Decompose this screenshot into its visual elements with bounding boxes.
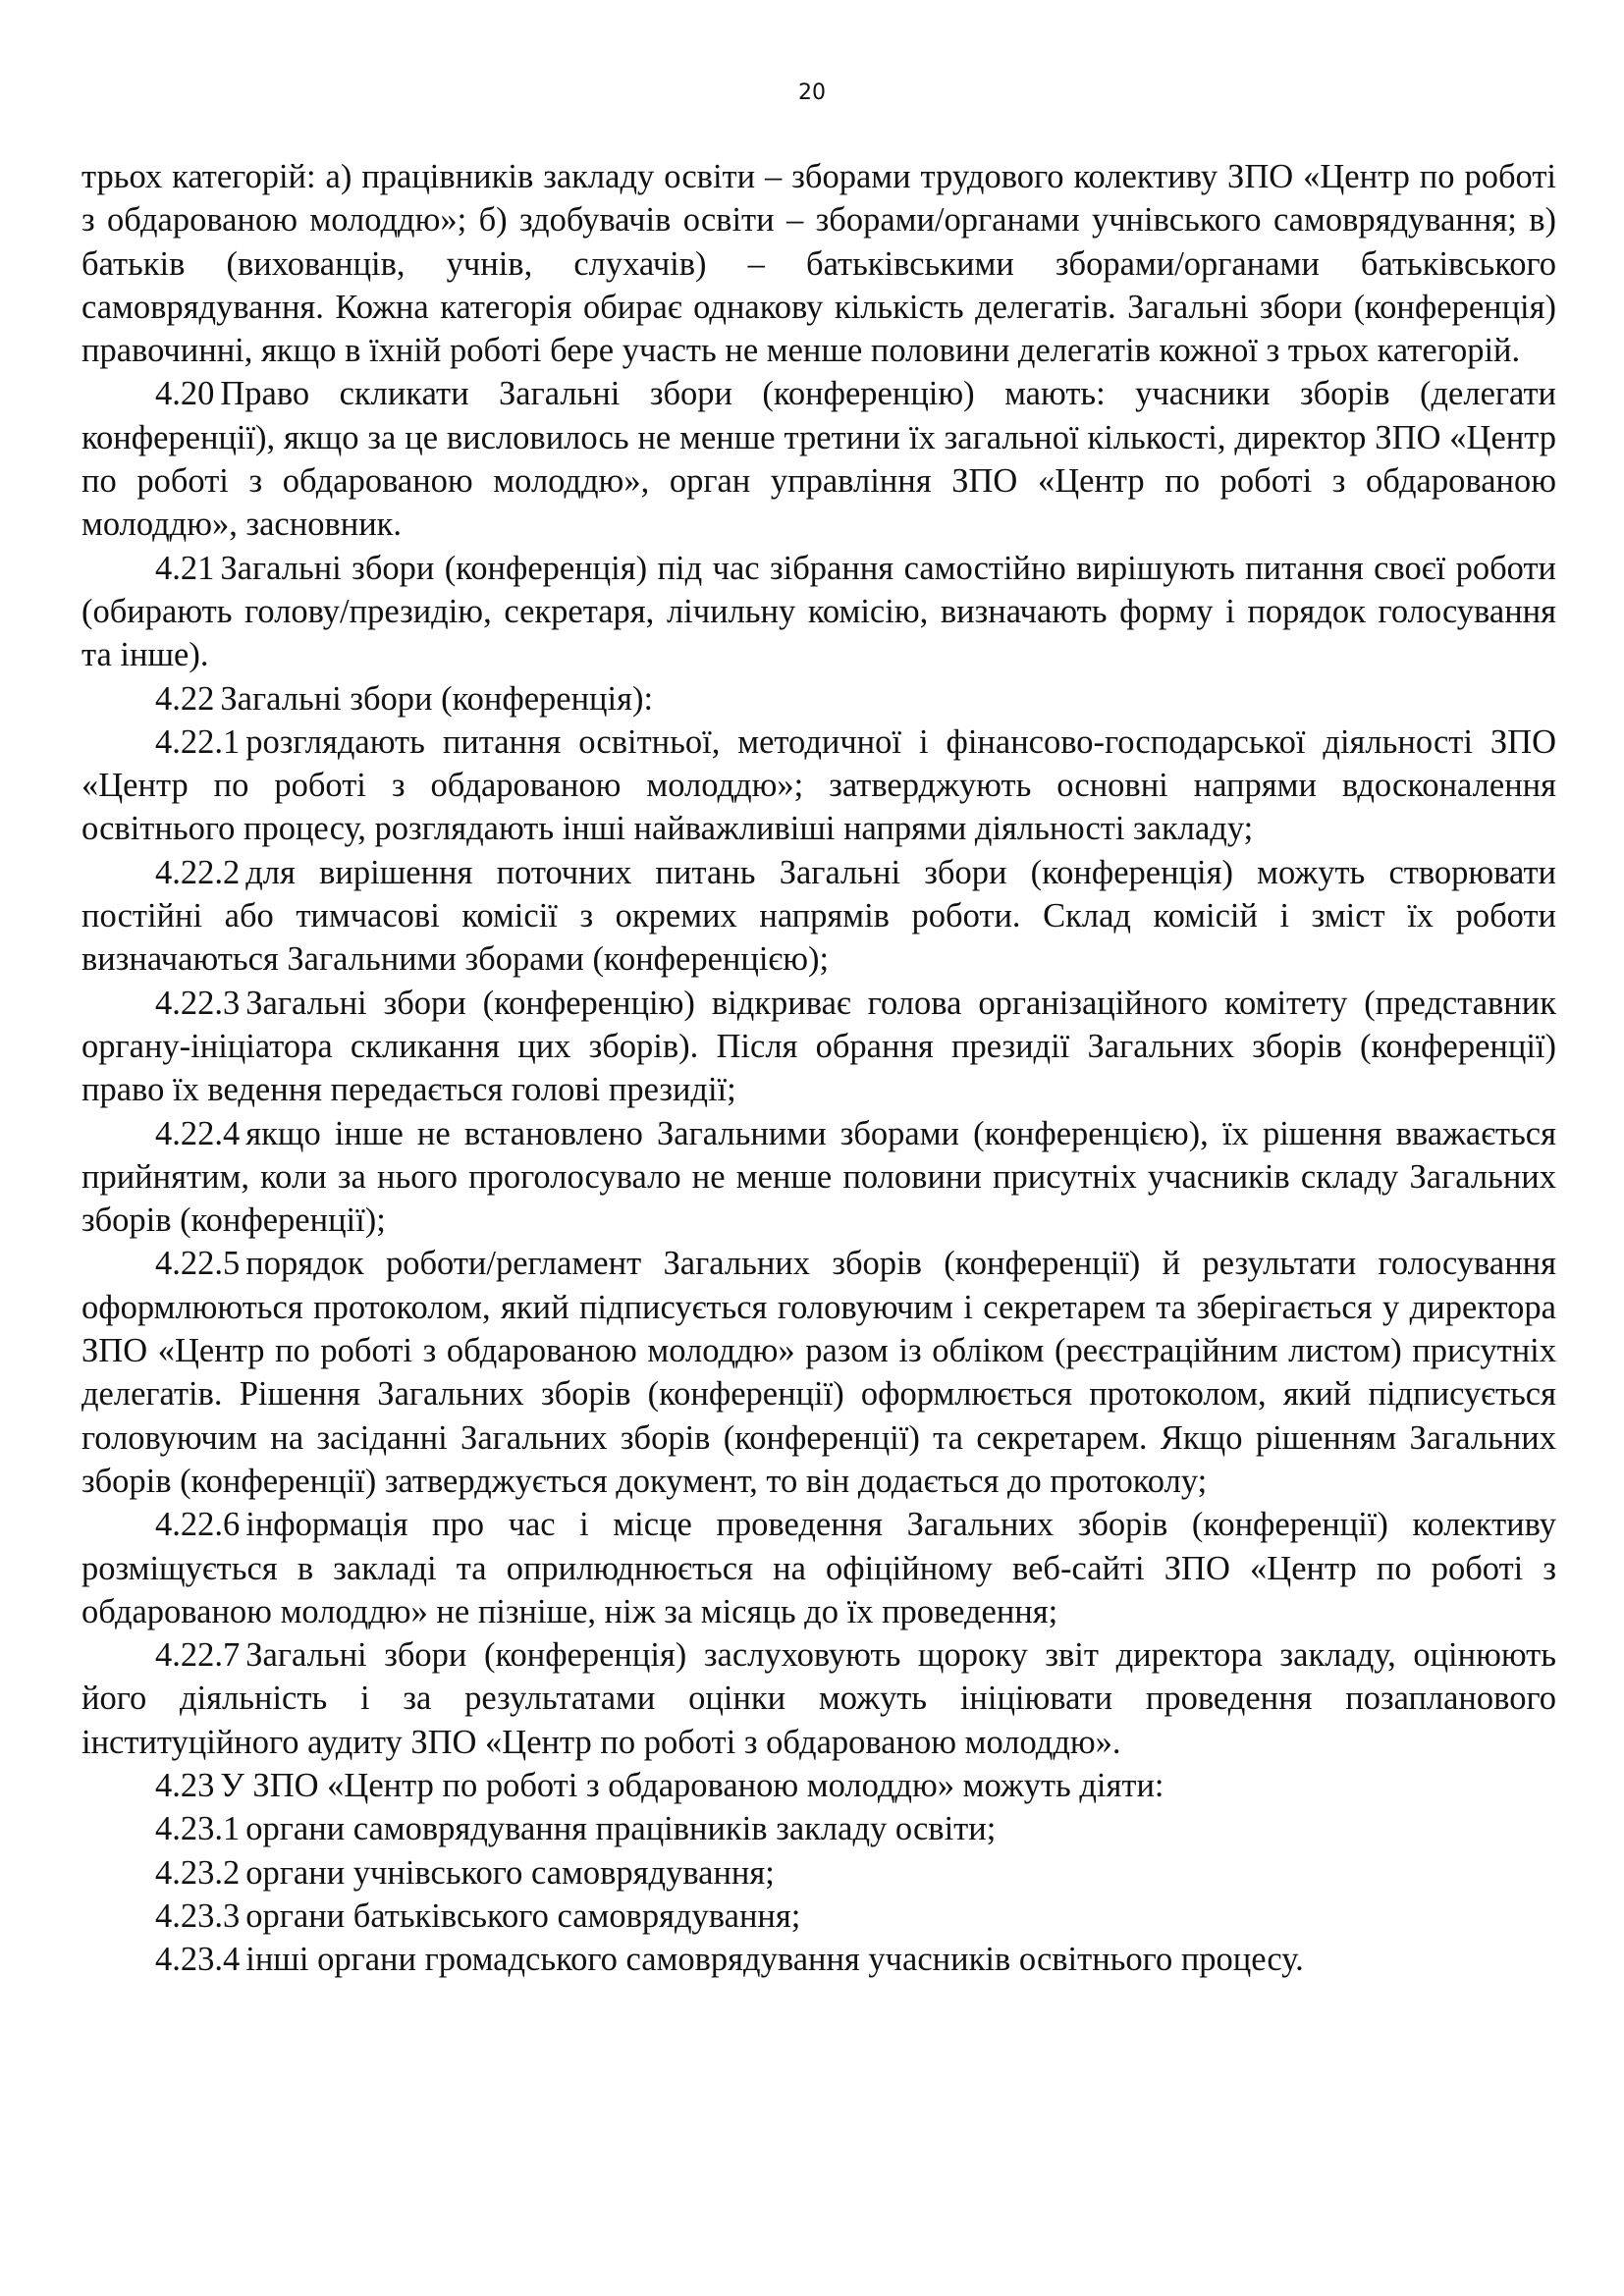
paragraph-number: 4.22.5 [155,1245,241,1283]
paragraph-text: якщо інше не встановлено Загальними зборами (конференцією), їх рішення вважається прийнятим, коли за нього проголосувало не менше половини присутніх учасників складу Загальних зборів (конференції); [81,1114,1556,1240]
paragraph-text: Загальні збори (конференція) під час зібрання самостійно вирішують питання своєї роботи (обирають голову/президію, секретаря, лічильну комісію, визначають форму і порядок голосування та інше). [81,549,1556,674]
paragraph-number: 4.22.1 [155,722,241,761]
paragraph-number: 4.22.4 [155,1114,241,1152]
document-body [81,155,1556,1981]
paragraph-number: 4.22.6 [155,1506,241,1544]
paragraph-text: У ЗПО «Центр по роботі з обдарованою молоддю» можуть діяти: [220,1766,1164,1804]
paragraph-4-22-4 [81,1112,1556,1243]
paragraph-4-22-6 [81,1503,1556,1633]
paragraph-text: трьох категорій: а) працівників закладу освіти – зборами трудового колективу ЗПО «Центр по роботі з обдарованою молоддю»; б) здобувачів освіти – зборами/органами учнівського самоврядування; в) батьків (вихованців, учнів, слухачів) – батьківськими зборами/органами батьківського самоврядування. Кожна категорія обирає однакову кількість делегатів. Загальні збори (конференція) правочинні, якщо в їхній роботі бере участь не менше половини делегатів кожної з трьох категорій. [81,158,1556,370]
paragraph-4-22-2 [81,851,1556,982]
paragraph-4-23-4 [81,1938,1556,1981]
paragraph-text: Загальні збори (конференція): [220,679,654,718]
paragraph-number: 4.23.3 [155,1896,241,1935]
paragraph-number: 4.22.2 [155,853,241,891]
paragraph-4-22-3 [81,982,1556,1112]
paragraph-4-22 [81,677,1556,721]
paragraph-4-22-7 [81,1633,1556,1764]
paragraph-text: розглядають питання освітньої, методичної і фінансово-господарської діяльності ЗПО «Центр по роботі з обдарованою молоддю»; затверджують основні напрями вдосконалення освітнього процесу, розглядають інші найважливіші напрями діяльності закладу; [81,722,1556,848]
paragraph-4-23 [81,1764,1556,1807]
paragraph-text: органи учнівського самоврядування; [245,1853,775,1892]
paragraph-4-23-3 [81,1895,1556,1938]
paragraph-text: інформація про час і місце проведення Загальних зборів (конференції) колективу розміщується в закладі та оприлюднюється на офіційному веб-сайті ЗПО «Центр по роботі з обдарованою молоддю» не пізніше, ніж за місяць до їх проведення; [81,1506,1556,1630]
paragraph-continuation [81,155,1556,372]
paragraph-number: 4.22.3 [155,984,241,1022]
paragraph-text: порядок роботи/регламент Загальних зборів (конференції) й результати голосування оформлюються протоколом, який підписується головуючим і секретарем та зберігається у директора ЗПО «Центр по роботі з обдарованою молоддю» разом із обліком (реєстраційним листом) присутніх делегатів. Рішення Загальних зборів (конференції) оформлюється протоколом, який підписується головуючим на засіданні Загальних зборів (конференції) та секретарем. Якщо рішенням Загальних зборів (конференції) затверджується документ, то він додається до протоколу; [81,1245,1556,1500]
paragraph-text: органи самоврядування працівників закладу освіти; [245,1810,997,1848]
paragraph-4-23-2 [81,1851,1556,1895]
paragraph-number: 4.21 [155,549,215,587]
paragraph-4-20 [81,372,1556,546]
paragraph-text: Загальні збори (конференція) заслуховують щороку звіт директора закладу, оцінюють його діяльність і за результатами оцінки можуть ініціювати проведення позапланового інституційного аудиту ЗПО «Центр по роботі з обдарованою молоддю». [81,1636,1556,1761]
paragraph-4-21 [81,547,1556,677]
paragraph-text: інші органи громадського самоврядування учасників освітнього процесу. [245,1941,1304,1979]
page-number: 20 [798,80,826,105]
paragraph-number: 4.20 [155,375,215,413]
paragraph-number: 4.22 [155,679,215,718]
paragraph-4-23-1 [81,1807,1556,1850]
paragraph-text: органи батьківського самоврядування; [245,1896,801,1935]
paragraph-number: 4.23 [155,1766,215,1804]
paragraph-4-22-5 [81,1242,1556,1503]
paragraph-number: 4.22.7 [155,1636,241,1675]
paragraph-number: 4.23.2 [155,1853,241,1892]
paragraph-number: 4.23.1 [155,1810,241,1848]
paragraph-text: для вирішення поточних питань Загальні збори (конференція) можуть створювати постійні або тимчасові комісії з окремих напрямів роботи. Склад комісій і зміст їх роботи визначаються Загальними зборами (конференцією); [81,853,1556,979]
paragraph-4-22-1 [81,721,1556,851]
paragraph-text: Загальні збори (конференцію) відкриває голова організаційного комітету (представник органу-ініціатора скликання цих зборів). Після обрання президії Загальних зборів (конференції) право їх ведення передається голові президії; [81,984,1556,1109]
paragraph-text: Право скликати Загальні збори (конференцію) мають: учасники зборів (делегати конференції), якщо за це висловилось не менше третини їх загальної кількості, директор ЗПО «Центр по роботі з обдарованою молоддю», орган управління ЗПО «Центр по роботі з обдарованою молоддю», засновник. [81,375,1556,544]
paragraph-number: 4.23.4 [155,1941,241,1979]
